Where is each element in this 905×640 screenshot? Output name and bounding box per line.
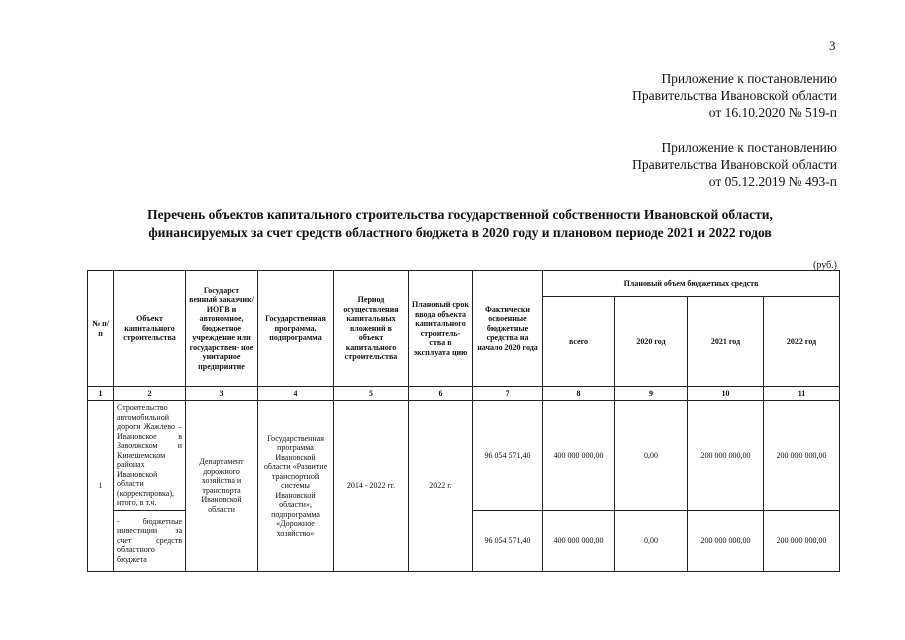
year-2020-cell: 0,00	[615, 401, 688, 511]
column-number: 3	[186, 387, 258, 401]
header-customer: Государст венный заказчик/ ИОГВ и автономное, бюджетное учреждение или государствен- ное унитарное предприятие	[186, 271, 258, 387]
year-2020-cell: 0,00	[615, 510, 688, 571]
column-number: 6	[409, 387, 473, 401]
unit-label: (руб.)	[813, 260, 837, 271]
column-number: 11	[764, 387, 840, 401]
header-actual-funds: Фактически освоенные бюджетные средства на начало 2020 года	[473, 271, 543, 387]
object-subitem: - бюджетные инвестиции за счет средств областного бюджета	[114, 510, 186, 571]
title-line: финансируемых за счет средств областного бюджета в 2020 году и плановом периоде 2021 и 2022 годов	[148, 225, 772, 240]
header-2021: 2021 год	[688, 297, 764, 387]
title-line: Перечень объектов капитального строительства государственной собственности Ивановской области,	[147, 207, 773, 222]
header-planned-date: Плановый срок ввода объекта капитального строитель- ства в эксплуата цию	[409, 271, 473, 387]
year-2022-cell: 200 000 000,00	[764, 401, 840, 511]
appendix-line: от 16.10.2020 № 519-п	[708, 105, 837, 120]
planned-date-cell: 2022 г.	[409, 401, 473, 572]
appendix-note-original	[632, 139, 837, 190]
year-2021-cell: 200 000 000,00	[688, 401, 764, 511]
object-name: Строительство автомобильной дороги Жажлево – Ивановское в Заволжском и Кинешемском районах Ивановской области (корректировка), итого, в т.ч.	[114, 401, 186, 511]
column-number: 2	[114, 387, 186, 401]
header-2020: 2020 год	[615, 297, 688, 387]
column-number: 1	[88, 387, 114, 401]
program-cell: Государственная программа Ивановской области «Развитие транспортной системы Ивановской области», подпрограмма «Дорожное хозяйство»	[258, 401, 334, 572]
header-row	[88, 271, 840, 297]
total-cell: 400 000 000,00	[543, 401, 615, 511]
appendix-line: от 05.12.2019 № 493-п	[708, 174, 837, 189]
column-number: 9	[615, 387, 688, 401]
page-number: 3	[829, 38, 836, 53]
header-program: Государственная программа, подпрограмма	[258, 271, 334, 387]
table-row	[88, 401, 840, 511]
appendix-line: Приложение к постановлению	[661, 140, 837, 155]
column-number: 7	[473, 387, 543, 401]
actual-funds-cell: 96 054 571,40	[473, 401, 543, 511]
header-budget-group: Плановый объем бюджетных средств	[543, 271, 840, 297]
header-2022: 2022 год	[764, 297, 840, 387]
year-2022-cell: 200 000 000,00	[764, 510, 840, 571]
appendix-line: Правительства Ивановской области	[632, 157, 837, 172]
header-object: Объект капитального строительства	[114, 271, 186, 387]
column-numbers-row	[88, 387, 840, 401]
header-total: всего	[543, 297, 615, 387]
column-number: 4	[258, 387, 334, 401]
total-cell: 400 000 000,00	[543, 510, 615, 571]
period-cell: 2014 - 2022 гг.	[334, 401, 409, 572]
column-number: 5	[334, 387, 409, 401]
row-number: 1	[88, 401, 114, 572]
header-period: Период осуществления капитальных вложений в объект капитального строительства	[334, 271, 409, 387]
capital-objects-table	[87, 270, 840, 572]
year-2021-cell: 200 000 000,00	[688, 510, 764, 571]
document-title	[90, 206, 830, 242]
appendix-line: Приложение к постановлению	[661, 71, 837, 86]
appendix-line: Правительства Ивановской области	[632, 88, 837, 103]
column-number: 8	[543, 387, 615, 401]
header-num: № п/п	[88, 271, 114, 387]
appendix-note-current	[632, 70, 837, 121]
column-number: 10	[688, 387, 764, 401]
customer-cell: Департамент дорожного хозяйства и транспорта Ивановской области	[186, 401, 258, 572]
actual-funds-cell: 96 054 571,40	[473, 510, 543, 571]
